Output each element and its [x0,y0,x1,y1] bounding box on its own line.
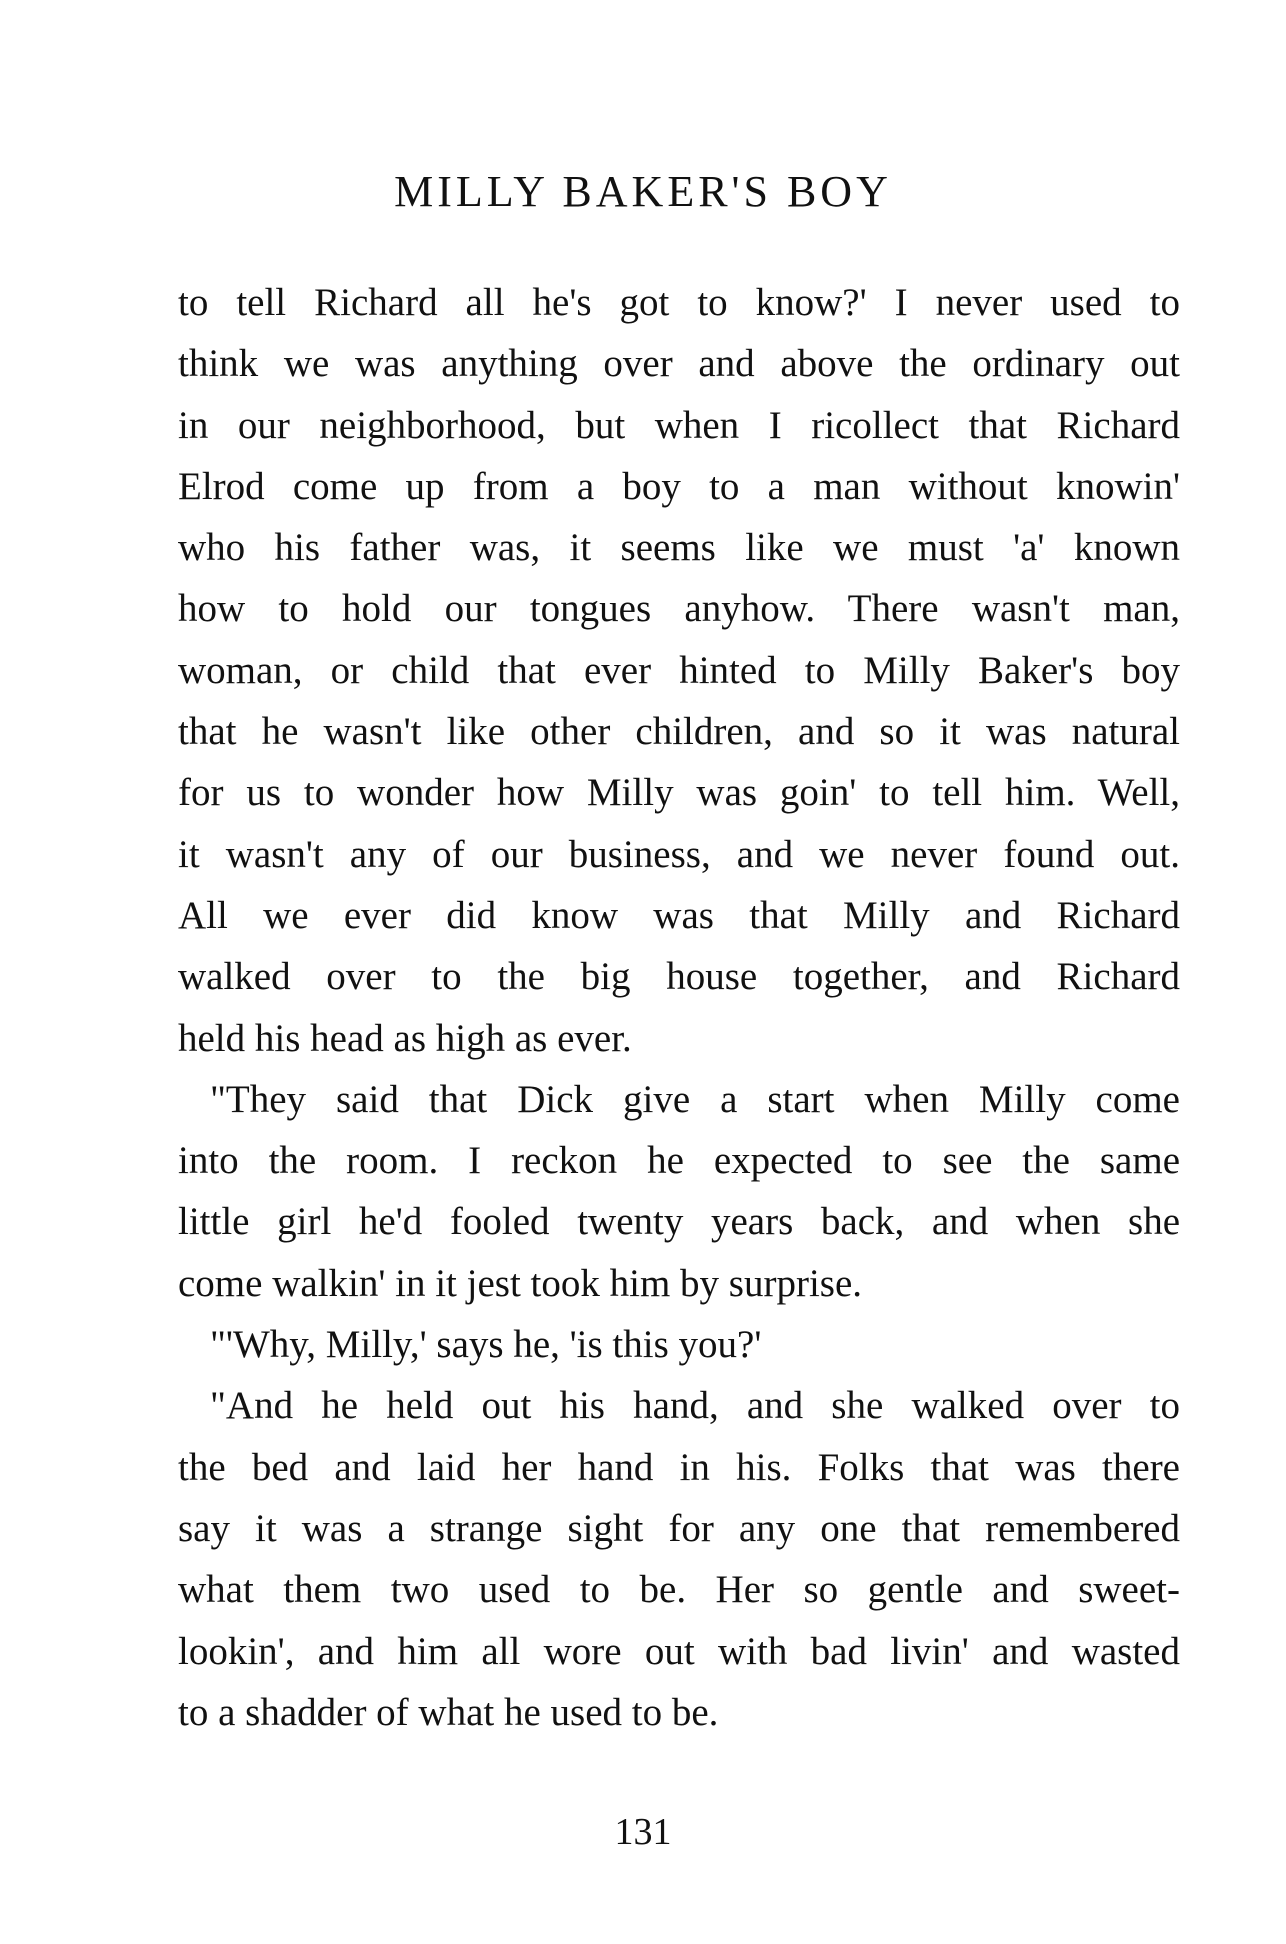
text-line: what them two used to be. Her so gentle and sweet- [178,1568,1180,1612]
text-line: say it was a strange sight for any one that remembered [178,1506,1180,1550]
text-line: it wasn't any of our business, and we never found out. [178,832,1180,876]
text-line: walked over to the big house together, and Richard [178,955,1180,999]
text-line: All we ever did know was that Milly and Richard [178,893,1180,937]
text-line: lookin', and him all wore out with bad livin' and wasted [178,1629,1180,1673]
text-line: little girl he'd fooled twenty years back, and when she [178,1200,1180,1244]
text-line: Elrod come up from a boy to a man without knowin' [178,464,1180,508]
paragraph-end-line: to a shadder of what he used to be. [178,1690,719,1734]
text-line: for us to wonder how Milly was goin' to tell him. Well, [178,771,1180,815]
paragraph-end-line: come walkin' in it jest took him by surprise. [178,1261,863,1305]
running-head: MILLY BAKER'S BOY [394,167,892,216]
body-text [178,272,1180,1743]
text-line: how to hold our tongues anyhow. There wasn't man, [178,587,1180,631]
text-line: who his father was, it seems like we must 'a' known [178,526,1180,570]
text-line: in our neighborhood, but when I ricollect that Richard [178,403,1180,447]
text-line: that he wasn't like other children, and so it was natural [178,710,1180,754]
text-line: woman, or child that ever hinted to Milly Baker's boy [178,648,1180,692]
paragraph-start-line: "And he held out his hand, and she walked over to [210,1384,1180,1428]
paragraph-end-line: held his head as high as ever. [178,1016,632,1060]
text-line: the bed and laid her hand in his. Folks that was there [178,1445,1180,1489]
paragraph-start-line: "They said that Dick give a start when Milly come [210,1077,1180,1121]
page-number: 131 [614,1811,672,1853]
text-line: into the room. I reckon he expected to see the same [178,1139,1180,1183]
text-line: to tell Richard all he's got to know?' I never used to [178,281,1180,324]
dialogue-line: "'Why, Milly,' says he, 'is this you?' [210,1323,762,1367]
text-line: think we was anything over and above the ordinary out [178,342,1180,386]
